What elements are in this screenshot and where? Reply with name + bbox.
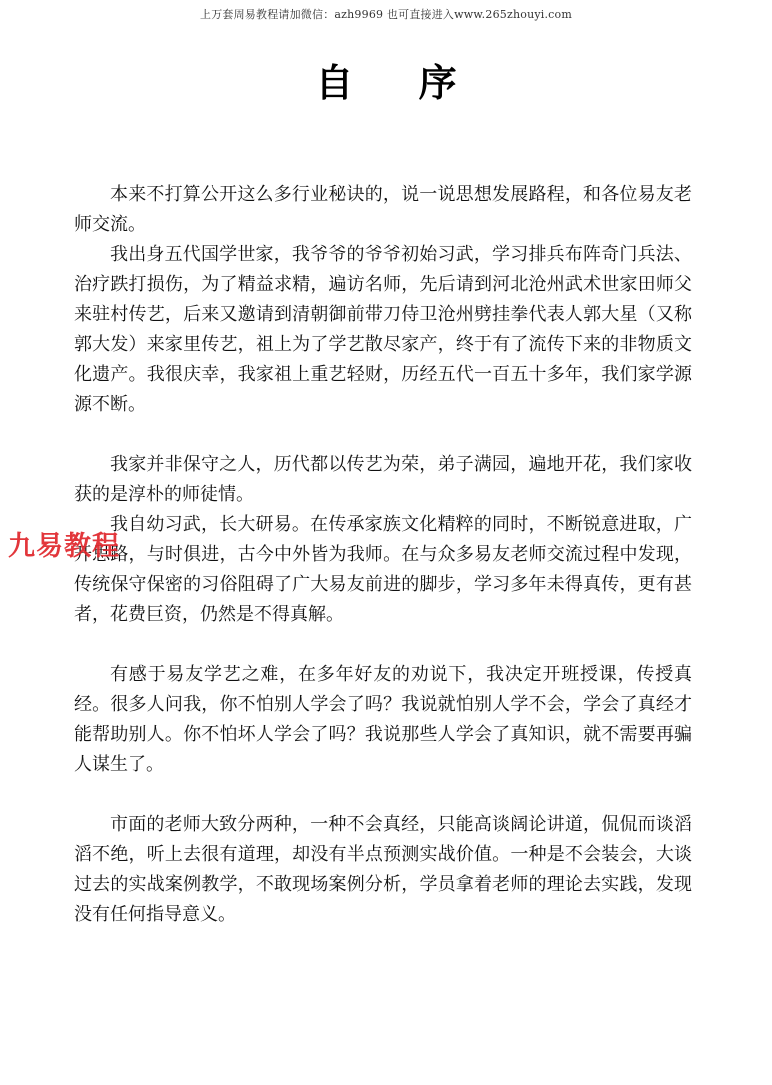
header-contact-note: 上万套周易教程请加微信：azh9969 也可直接进入www.265zhouyi.com <box>200 8 572 21</box>
preface-body <box>74 180 692 930</box>
page-title: 自 序 <box>315 61 483 105</box>
paragraph-4: 我自幼习武，长大研易。在传承家族文化精粹的同时，不断锐意进取，广开思路，与时俱进，古今中外皆为我师。在与众多易友老师交流过程中发现，传统保守保密的习俗阻碍了广大易友前进的脚步，学习多年未得真传，更有甚者，花费巨资，仍然是不得真解。 <box>74 514 692 625</box>
paragraph-5: 有感于易友学艺之难，在多年好友的劝说下，我决定开班授课，传授真经。很多人问我，你不怕别人学会了吗？我说就怕别人学不会，学会了真经才能帮助别人。你不怕坏人学会了吗？我说那些人学会了真知识，就不需要再骗人谋生了。 <box>74 664 692 775</box>
watermark-logo: 九易教程 <box>8 531 120 562</box>
paragraph-6: 市面的老师大致分两种，一种不会真经，只能高谈阔论讲道，侃侃而谈滔滔不绝，听上去很有道理，却没有半点预测实战价值。一种是不会装会，大谈过去的实战案例教学，不敢现场案例分析，学员拿着老师的理论去实践，发现没有任何指导意义。 <box>74 814 692 925</box>
paragraph-1: 本来不打算公开这么多行业秘诀的，说一说思想发展路程，和各位易友老师交流。 <box>74 184 692 235</box>
paragraph-3: 我家并非保守之人，历代都以传艺为荣，弟子满园，遍地开花，我们家收获的是淳朴的师徒情。 <box>74 454 692 505</box>
paragraph-2: 我出身五代国学世家，我爷爷的爷爷初始习武，学习排兵布阵奇门兵法、治疗跌打损伤，为了精益求精，遍访名师，先后请到河北沧州武术世家田师父来驻村传艺，后来又邀请到清朝御前带刀侍卫沧州劈挂拳代表人郭大星（又称郭大发）来家里传艺，祖上为了学艺散尽家产，终于有了流传下来的非物质文化遗产。我很庆幸，我家祖上重艺轻财，历经五代一百五十多年，我们家学源源不断。 <box>74 244 692 415</box>
